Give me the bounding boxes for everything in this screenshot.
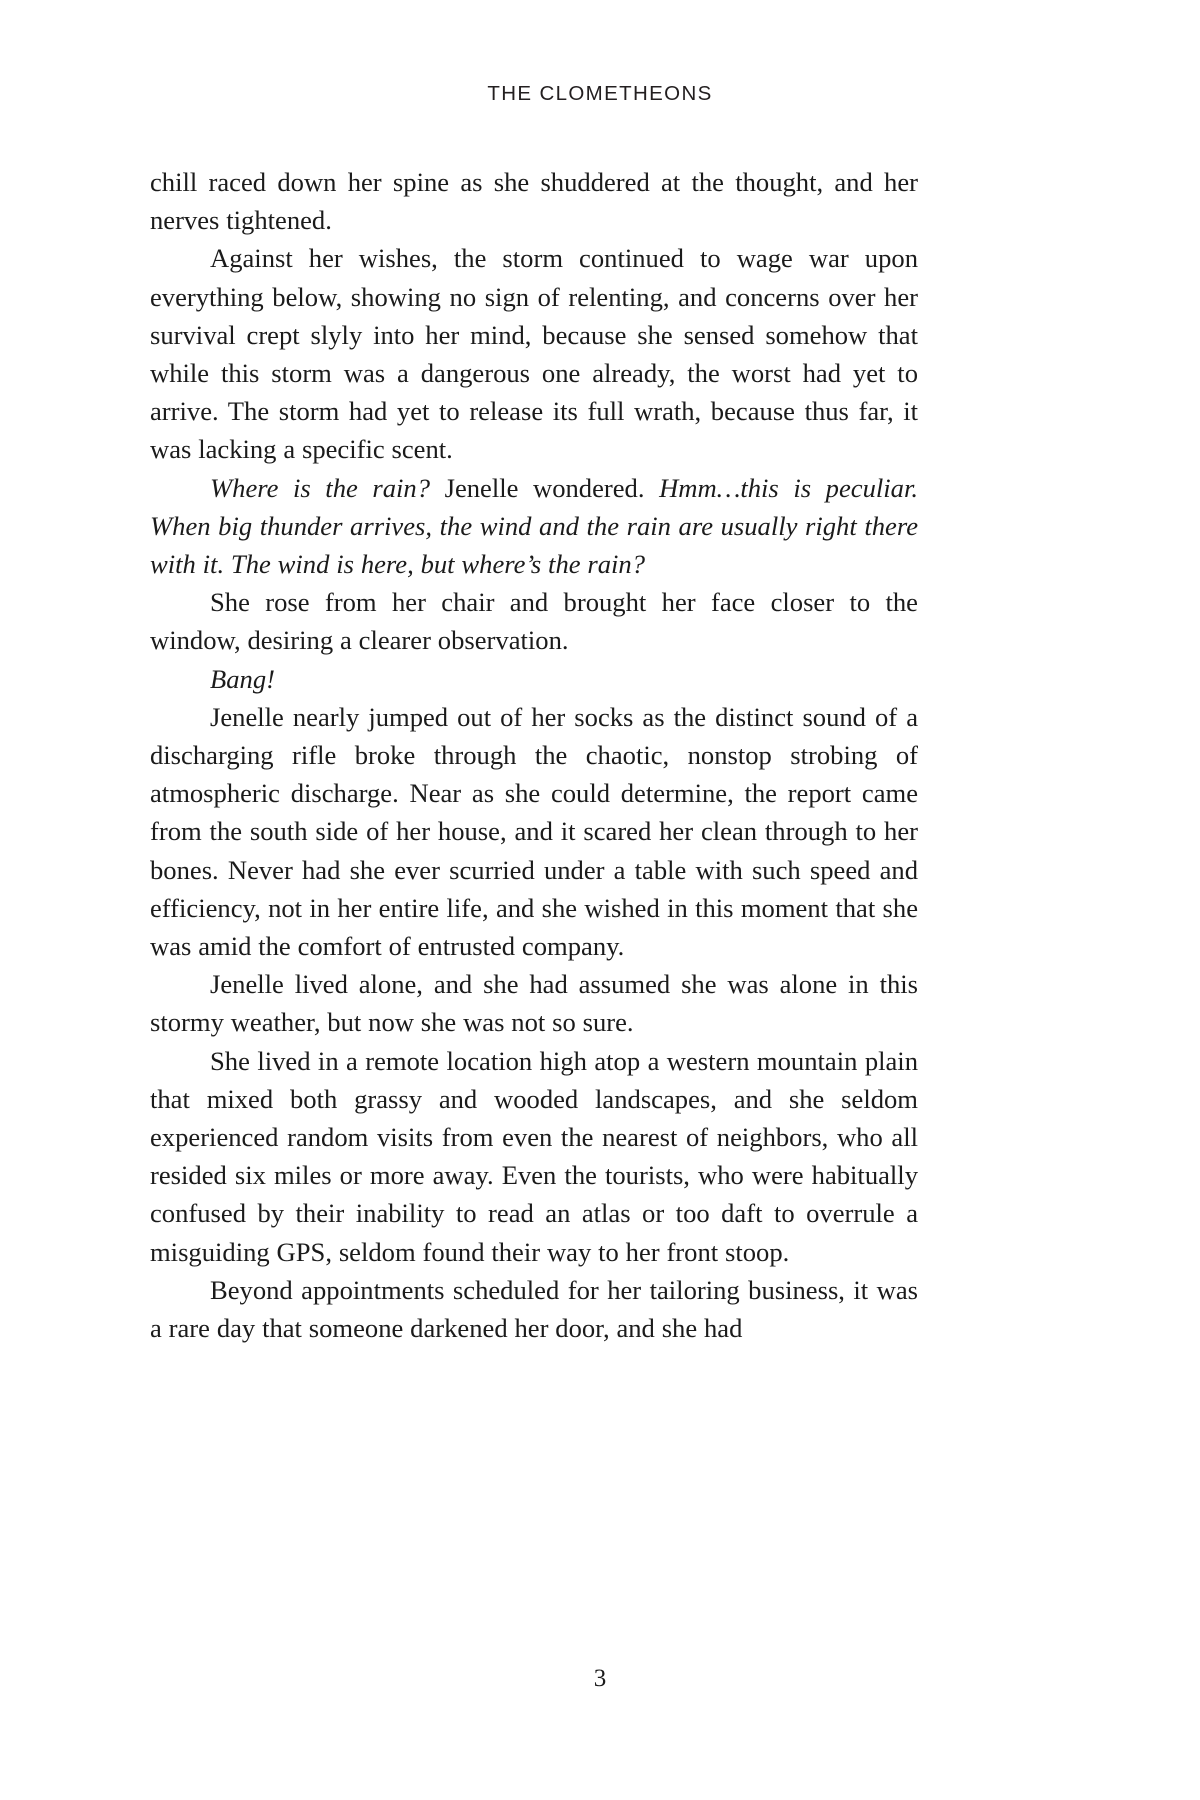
italic-run: Hmm…this is peculiar. When big thunder arrives, the wind and the rain are usually right there with it. The wind is here, but where’s the rain? [150,472,918,580]
paragraph: She rose from her chair and brought her face closer to the window, desiring a clearer observation. [150,587,918,656]
running-head: THE CLOMETHEONS [487,82,713,105]
italic-run: Where is the rain? [210,472,431,503]
paragraph: Against her wishes, the storm continued to wage war upon everything below, showing no sign of relenting, and concerns over her survival crept slyly into her mind, because she sensed somehow that while this storm was a dangerous one already, the worst had yet to arrive. The storm had yet to release its full wrath, because thus far, it was lacking a specific scent. [150,243,918,465]
body-text-block [150,163,918,1347]
paragraph-interior-monologue [150,469,918,584]
italic-run: Bang! [210,663,275,694]
paragraph: chill raced down her spine as she shuddered at the thought, and her nerves tightened. [150,167,918,236]
roman-run: Jenelle wondered. [430,472,660,503]
paragraph: Beyond appointments scheduled for her tailoring business, it was a rare day that someone darkened her door, and she had [150,1274,918,1344]
paragraph: Jenelle lived alone, and she had assumed she was alone in this stormy weather, but now she was not so sure. [150,969,918,1038]
paragraph-sound-effect [150,660,918,698]
paragraph: She lived in a remote location high atop a western mountain plain that mixed both grassy and wooded landscapes, and she seldom experienced random visits from even the nearest of neighbors, who all resided six miles or more away. Even the tourists, who were habitually confused by their inability to read an atlas or too daft to overrule a misguiding GPS, seldom found their way to her front stoop. [150,1045,918,1267]
page-number: 3 [593,1665,607,1692]
paragraph: Jenelle nearly jumped out of her socks as the distinct sound of a discharging rifle broke through the chaotic, nonstop strobing of atmospheric discharge. Near as she could determine, the report came from the south side of her house, and it scared her clean through to her bones. Never had she ever scurried under a table with such speed and efficiency, not in her entire life, and she wished in this moment that she was amid the comfort of entrusted company. [150,701,918,962]
